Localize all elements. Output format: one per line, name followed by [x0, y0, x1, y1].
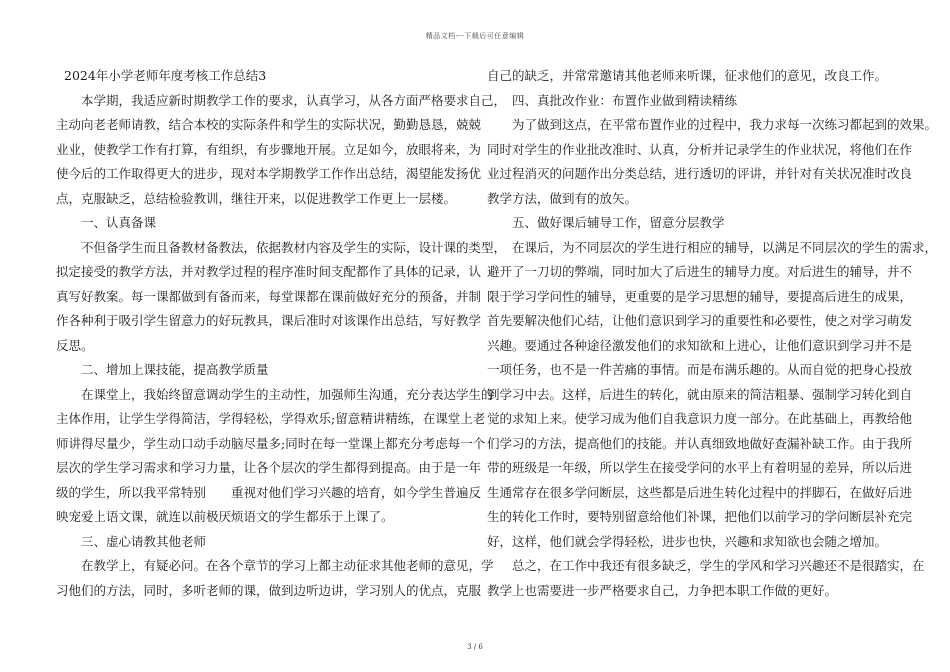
text-line: 主动向老老师请教，结合本校的实际条件和学生的实际状况，勤勤恳恳，兢兢 [56, 117, 482, 132]
section-heading: 三、虚心请教其他老师 [81, 533, 207, 549]
text-line: 避开了一刀切的弊端，同时加大了后进生的辅导力度。对后进生的辅导，并不 [487, 264, 913, 279]
paragraph-last-line: 自己的缺乏，并常常邀请其他老师来听课，征求他们的意见，改良工作。 [487, 68, 888, 83]
text-line: 业业，使教学工作有打算，有组织，有步骤地开展。立足如今，放眼将来，为 [56, 141, 482, 157]
paragraph-first-line: 总之，在工作中我还有很多缺乏，学生的学风和学习兴趣还不是很踏实，在 [512, 558, 925, 573]
left-column [56, 64, 507, 603]
text-line: 生的转化工作时，要特别留意给他们补课，把他们以前学习的学问断层补充完 [487, 509, 913, 524]
paragraph-first-line: 在教学上，有疑必问。在各个章节的学习上都主动征求其他老师的意见，学 [81, 558, 494, 573]
paragraph-first-line: 本学期，我适应新时期教学工作的要求，认真学习，从各方面严格要求自己， [81, 92, 507, 108]
paragraph-first-line: 为了做到这点，在平常布置作业的过程中，我力求每一次练习都起到的效果。 [512, 117, 938, 132]
paragraph-last-line: 教学上也需要进一步严格要求自己，力争把本职工作做的更好。 [487, 582, 838, 598]
text-line: 业过程消灭的问题作出分类总结，进行透切的评讲，并针对有关状况准时改良 [487, 166, 913, 181]
section-heading: 一、认真备课 [81, 215, 157, 230]
paragraph-first-line: 在课后，为不同层次的学生进行相应的辅导，以满足不同层次的学生的需求， [512, 239, 938, 255]
section-heading: 四、真批改作业：布置作业做到精读精练 [512, 92, 738, 108]
paragraph-last-line: 教学方法，做到有的放矢。 [487, 190, 638, 206]
paragraph-first-line: 不但备学生而且备教材备教法，依据教材内容及学生的实际，设计课的类型， [81, 239, 507, 255]
paragraph-first-line: 在课堂上，我始终留意调动学生的主动性，加强师生沟通，充分表达学生的 [81, 386, 494, 402]
text-line: 级的学生，所以我平常特别 重视对他们学习兴趣的培育，如今学生普遍反 [56, 484, 482, 500]
text-line: 一项任务，也不是一件苦痛的事情。而是布满乐趣的。从而自觉的把身心投放 [487, 362, 913, 377]
paragraph-last-line: 反思。 [56, 337, 94, 353]
text-line: 兴趣。要通过各种途径激发他们的求知欲和上进心，让他们意识到学习并不是 [487, 337, 913, 353]
text-line: 师讲得尽量少，学生动口动手动脑尽量多;同时在每一堂课上都充分考虑每一个 [56, 435, 486, 451]
document-title: 2024年小学老师年度考核工作总结3 [64, 68, 267, 83]
text-line: 们学习的方法，提高他们的技能。并认真细致地做好查漏补缺工作。由于我所 [487, 435, 913, 451]
page-number: 3 / 6 [467, 643, 483, 651]
text-line: 觉的求知上来。使学习成为他们自我意识力度一部分。在此基础上，再教给他 [487, 411, 913, 426]
section-heading: 二、增加上课技能，提高教学质量 [81, 362, 269, 377]
text-line: 使今后的工作取得更大的进步，现对本学期教学工作作出总结，渴望能发扬优 [56, 166, 482, 181]
text-line: 主体作用，让学生学得简洁，学得轻松，学得欢乐;留意精讲精练，在课堂上老 [56, 411, 486, 426]
right-column [487, 64, 938, 603]
text-line: 限于学习学问性的辅导，更重要的是学习思想的辅导，要提高后进生的成果， [487, 288, 913, 304]
paragraph-last-line: 好，这样，他们就会学得轻松，进步也快，兴趣和求知欲也会随之增加。 [487, 533, 888, 549]
text-line: 习他们的方法，同时，多听老师的课，做到边听边讲，学习别人的优点，克服 [56, 582, 482, 598]
text-line: 到学习中去。这样，后进生的转化，就由原来的简洁粗暴、强制学习转化到自 [487, 386, 913, 402]
text-line: 同时对学生的作业批改准时、认真，分析并记录学生的作业状况，将他们在作 [487, 141, 913, 157]
text-line: 作各种利于吸引学生留意力的好玩教具，课后准时对该课作出总结，写好教学 [56, 313, 482, 328]
text-line: 生通常存在很多学问断层，这些都是后进生转化过程中的拌脚石，在做好后进 [487, 484, 913, 500]
paragraph-last-line: 点，克服缺乏，总结检验教训，继往开来，以促进教学工作更上一层楼。 [56, 190, 457, 206]
text-line: 拟定接受的教学方法，并对教学过程的程序准时间支配都作了具体的记录，认 [56, 264, 482, 279]
text-line: 带的班级是一年级，所以学生在接受学问的水平上有着明显的差异，所以后进 [487, 460, 913, 475]
paragraph-last-line: 映宠爱上语文课，就连以前极厌烦语文的学生都乐于上课了。 [56, 509, 394, 524]
section-heading: 五、做好课后辅导工作，留意分层教学 [512, 215, 725, 230]
page-header: 精品文档---下载后可任意编辑 [425, 32, 525, 40]
text-line: 真写好教案。每一课都做到有备而来，每堂课都在课前做好充分的预备，并制 [56, 288, 482, 304]
text-line: 首先要解决他们心结，让他们意识到学习的重要性和必要性，使之对学习萌发 [487, 313, 913, 328]
text-line: 层次的学生学习需求和学习力量，让各个层次的学生都得到提高。由于是一年 [56, 460, 482, 475]
